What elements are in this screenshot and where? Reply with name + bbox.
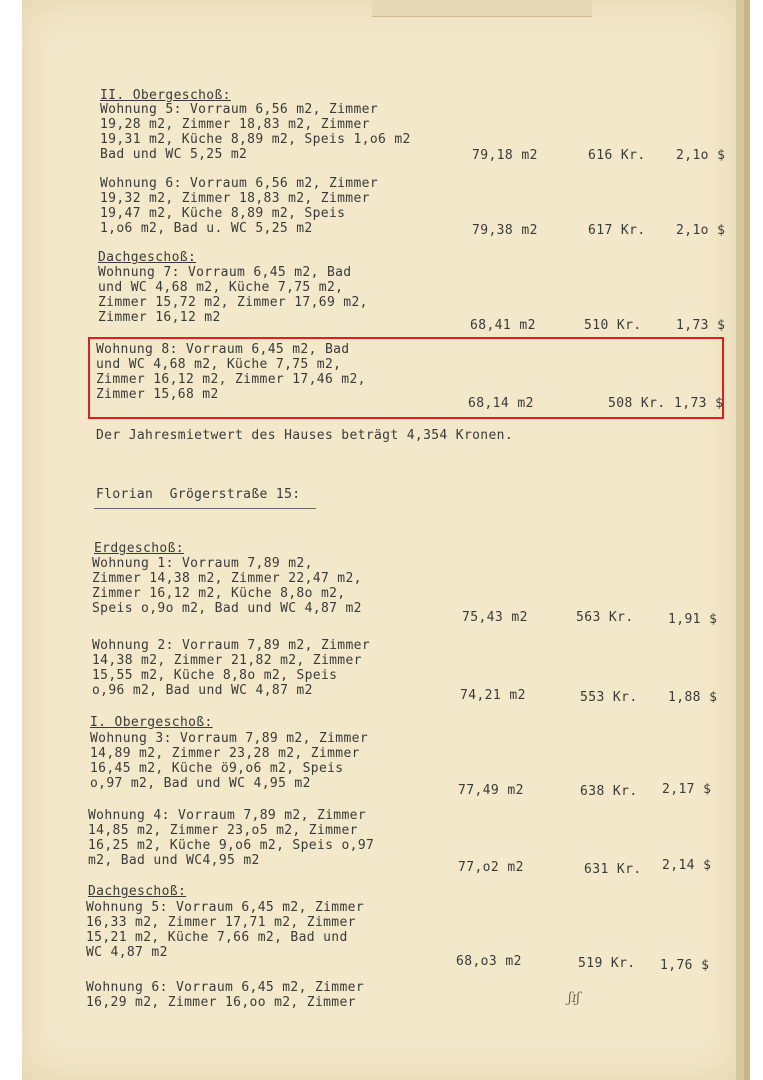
apartment-2-area: 74,21 m2 — [460, 688, 526, 703]
address-underline — [94, 508, 316, 509]
apartment-5-price: 616 Kr. — [588, 148, 646, 163]
apartment-6-sqm: 2,1o $ — [676, 223, 726, 238]
apartment-2-price: 553 Kr. — [580, 690, 638, 705]
apartment-3-price: 638 Kr. — [580, 784, 638, 799]
heading-ground-floor: Erdgeschoß: — [94, 541, 184, 556]
apartment-1-area: 75,43 m2 — [462, 610, 528, 625]
apartment-4-area: 77,o2 m2 — [458, 860, 524, 875]
apartment-6-description: Wohnung 6: Vorraum 6,56 m2, Zimmer 19,32 m2, Zimmer 18,83 m2, Zimmer 19,47 m2, Küche 8,89 m2, Speis 1,o6 m2, Bad u. WC 5,25 m2 — [100, 176, 379, 236]
apartment-3-area: 77,49 m2 — [458, 783, 524, 798]
page-edge-strip — [744, 0, 750, 1080]
apartment-8-sqm: 1,73 $ — [674, 396, 724, 411]
apartment-1-price: 563 Kr. — [576, 610, 634, 625]
apartment-7-price: 510 Kr. — [584, 318, 642, 333]
apartment-3-description: Wohnung 3: Vorraum 7,89 m2, Zimmer 14,89 m2, Zimmer 23,28 m2, Zimmer 16,45 m2, Küche ö9,o6 m2, Speis o,97 m2, Bad und WC 4,95 m2 — [90, 731, 369, 791]
apartment-5-sqm: 2,1o $ — [676, 148, 726, 163]
heading-attic-2: Dachgeschoß: — [88, 884, 187, 899]
paper-tab — [372, 0, 592, 17]
apartment-5b-description: Wohnung 5: Vorraum 6,45 m2, Zimmer 16,33 m2, Zimmer 17,71 m2, Zimmer 15,21 m2, Küche 7,66 m2, Bad und WC 4,87 m2 — [86, 900, 365, 960]
apartment-4-price: 631 Kr. — [584, 862, 642, 877]
apartment-5b-price: 519 Kr. — [578, 956, 636, 971]
apartment-2-sqm: 1,88 $ — [668, 690, 718, 705]
apartment-2-description: Wohnung 2: Vorraum 7,89 m2, Zimmer 14,38 m2, Zimmer 21,82 m2, Zimmer 15,55 m2, Küche 8,8o m2, Speis o,96 m2, Bad und WC 4,87 m2 — [92, 638, 371, 698]
apartment-4-sqm: 2,14 $ — [662, 858, 712, 873]
apartment-6-price: 617 Kr. — [588, 223, 646, 238]
heading-attic: Dachgeschoß: — [98, 250, 197, 265]
apartment-8-area: 68,14 m2 — [468, 396, 534, 411]
apartment-5b-area: 68,o3 m2 — [456, 954, 522, 969]
apartment-4-description: Wohnung 4: Vorraum 7,89 m2, Zimmer 14,85 m2, Zimmer 23,o5 m2, Zimmer 16,25 m2, Küche 9,o6 m2, Speis o,97 m2, Bad und WC4,95 m2 — [88, 808, 375, 868]
heading-2nd-floor: II. Obergeschoß: — [100, 88, 231, 103]
apartment-3-sqm: 2,17 $ — [662, 782, 712, 797]
apartment-8-description: Wohnung 8: Vorraum 6,45 m2, Bad und WC 4,68 m2, Küche 7,75 m2, Zimmer 16,12 m2, Zimmer 17,46 m2, Zimmer 15,68 m2 — [96, 342, 366, 402]
apartment-5b-sqm: 1,76 $ — [660, 958, 710, 973]
apartment-7-area: 68,41 m2 — [470, 318, 536, 333]
apartment-8-price: 508 Kr. — [608, 396, 666, 411]
address-heading: Florian Grögerstraße 15: — [96, 487, 301, 502]
apartment-6b-description: Wohnung 6: Vorraum 6,45 m2, Zimmer 16,29 m2, Zimmer 16,oo m2, Zimmer — [86, 980, 365, 1010]
apartment-7-description: Wohnung 7: Vorraum 6,45 m2, Bad und WC 4,68 m2, Küche 7,75 m2, Zimmer 15,72 m2, Zimmer 17,69 m2, Zimmer 16,12 m2 — [98, 265, 368, 325]
apartment-5-area: 79,18 m2 — [472, 148, 538, 163]
apartment-7-sqm: 1,73 $ — [676, 318, 726, 333]
apartment-1-description: Wohnung 1: Vorraum 7,89 m2, Zimmer 14,38 m2, Zimmer 22,47 m2, Zimmer 16,12 m2, Küche 8,8o m2, Speis o,9o m2, Bad und WC 4,87 m2 — [92, 556, 362, 616]
apartment-5-description: Wohnung 5: Vorraum 6,56 m2, Zimmer 19,28 m2, Zimmer 18,83 m2, Zimmer 19,31 m2, Küche 8,89 m2, Speis 1,o6 m2 Bad und WC 5,25 m2 — [100, 102, 411, 162]
handwritten-initials: ʃɪʃ — [568, 990, 581, 1006]
apartment-6-area: 79,38 m2 — [472, 223, 538, 238]
annual-rental-value: Der Jahresmietwert des Hauses beträgt 4,354 Kronen. — [96, 428, 514, 443]
apartment-1-sqm: 1,91 $ — [668, 612, 718, 627]
heading-1st-floor: I. Obergeschoß: — [90, 715, 213, 730]
